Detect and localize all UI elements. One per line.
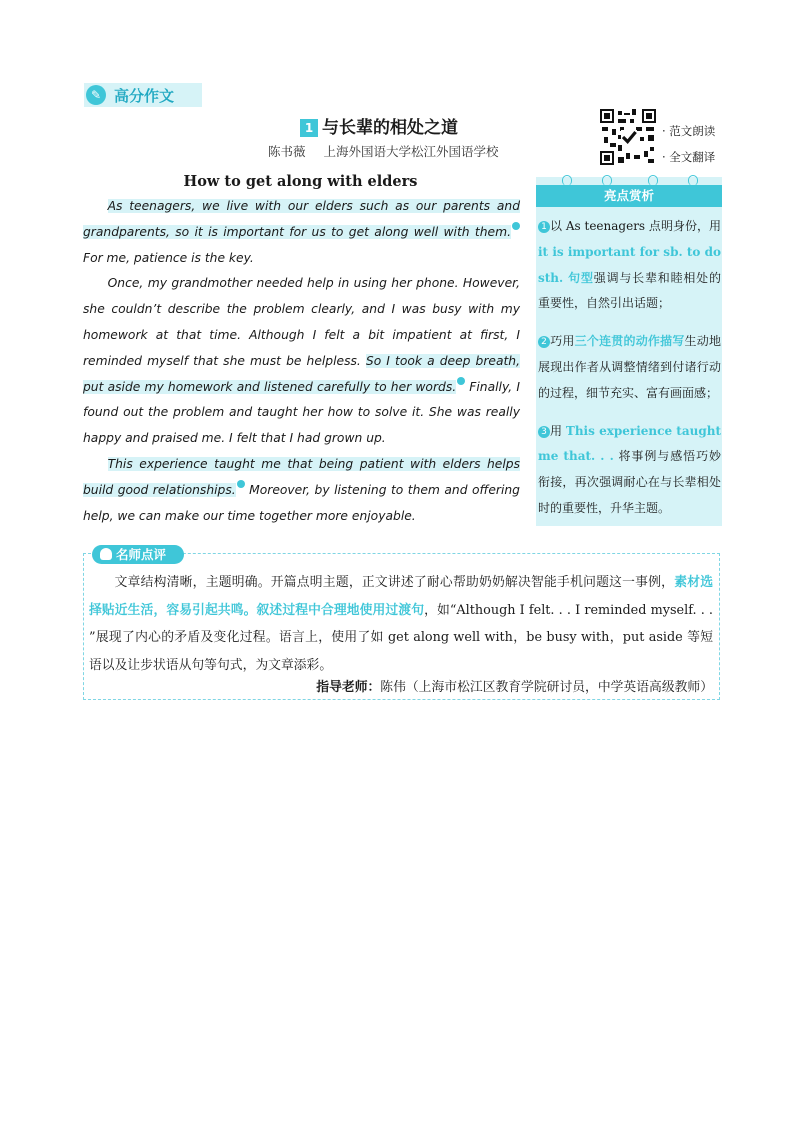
person-icon (100, 548, 112, 560)
article-title (300, 113, 540, 138)
title-number: 1 (300, 119, 318, 137)
section-tag (84, 83, 202, 107)
essay-body (83, 194, 520, 529)
highlights-header: 亮点赏析 (536, 185, 722, 207)
highlight-item (538, 329, 721, 406)
highlight-item (538, 214, 721, 317)
highlight-text: 用 (550, 423, 566, 438)
teacher-credit (200, 676, 713, 695)
essay-text: For me, patience is the key. (83, 250, 254, 265)
comment-highlight: 叙述过程中合理地使用过渡句 (256, 602, 425, 618)
highlight-number: 1 (538, 221, 550, 233)
highlight-number: 3 (538, 426, 550, 438)
essay-text: Finally, I found out the problem and taught her how to solve it. She was really happy and praised me. I felt that I had grown up. (83, 379, 520, 446)
essay-paragraph (83, 452, 520, 529)
highlight-text: 强调与长辈和睦相处的重要性，自然引出话题； (538, 270, 721, 311)
note-marker (457, 377, 465, 385)
qr-links (662, 118, 715, 170)
highlight-phrase: 三个连贯的动作描写 (574, 334, 685, 349)
essay-text: Moreover, by listening to them and offering help, we can make our time together more enjoyable. (83, 482, 520, 523)
pen-icon: ✎ (86, 85, 106, 105)
highlight-phrase: it is important for sb. to do sth. (538, 244, 721, 285)
highlight-text: 将事例与感悟巧妙衔接，再次强调耐心在与长辈相处时的重要性，升华主题。 (538, 449, 721, 515)
author-school: 上海外国语大学松江外国语学校 (323, 144, 499, 159)
comment-highlight: 素材选择贴近生活，容易引起共鸣。 (89, 575, 714, 618)
comment-sentence: 文章结构清晰，主题明确。开篇点明主题，正文讲述了耐心帮助奶奶解决智能手机问题这一事例， (114, 575, 675, 590)
teacher-label: 指导老师： (316, 680, 381, 695)
section-tag-label: 高分作文 (114, 87, 175, 105)
essay-title: How to get along with elders (183, 173, 418, 190)
highlighted-sentence: As teenagers, we live with our elders such as our parents and grandparents, so it is important for us to get along well with them. (83, 199, 520, 239)
highlight-text: 生动地展现出作者从调整情绪到付诸行动的过程，细节充实、富有画面感； (538, 334, 721, 400)
note-marker (237, 480, 245, 488)
teacher-name: 陈伟（上海市松江区教育学院研讨员，中学英语高级教师） (380, 680, 713, 695)
highlighted-sentence: So I took a deep breath, put aside my homework and listened carefully to her words. (83, 353, 520, 394)
author-line (268, 142, 499, 160)
highlight-phrase: This experience taught me that. . . (538, 423, 721, 464)
essay-paragraph (83, 194, 520, 271)
essay-paragraph (83, 271, 520, 452)
highlight-text: 以 As teenagers 点明身份，用 (550, 219, 721, 233)
author-name: 陈书薇 (268, 144, 306, 159)
note-marker (512, 222, 520, 230)
comment-tag-label: 名师点评 (116, 547, 167, 562)
comment-tag (92, 545, 184, 564)
reading-link[interactable]: · 范文朗读 (662, 124, 716, 138)
comment-sentence: ，如“Although I felt. . . I reminded myself. . . ”展现了内心的矛盾及变化过程。语言上，使用了如 get along well with，be busy with，put aside 等短语以及让步状语从句等句式，为文章添彩。 (89, 602, 713, 673)
essay-text: Once, my grandmother needed help in using her phone. However, she couldn’t describe the problem clearly, and I was busy with my homework at that time. Although I felt a bit impatient at first, I reminded myself that she must be helpless. (83, 276, 520, 368)
highlighted-sentence: This experience taught me that being patient with elders helps build good relationships. (83, 456, 520, 497)
comment-body (89, 569, 713, 679)
comment-text (89, 569, 713, 679)
highlight-item (538, 419, 721, 522)
translation-link[interactable]: · 全文翻译 (662, 150, 716, 164)
highlights-list (538, 214, 721, 534)
highlight-phrase: 句型 (563, 270, 594, 285)
highlight-number: 2 (538, 336, 550, 348)
highlight-text: 巧用 (550, 334, 575, 349)
qr-code-icon[interactable] (600, 109, 656, 165)
highlights-panel (536, 177, 722, 526)
title-text: 与长辈的相处之道 (322, 118, 458, 138)
binder-rings (536, 177, 722, 185)
